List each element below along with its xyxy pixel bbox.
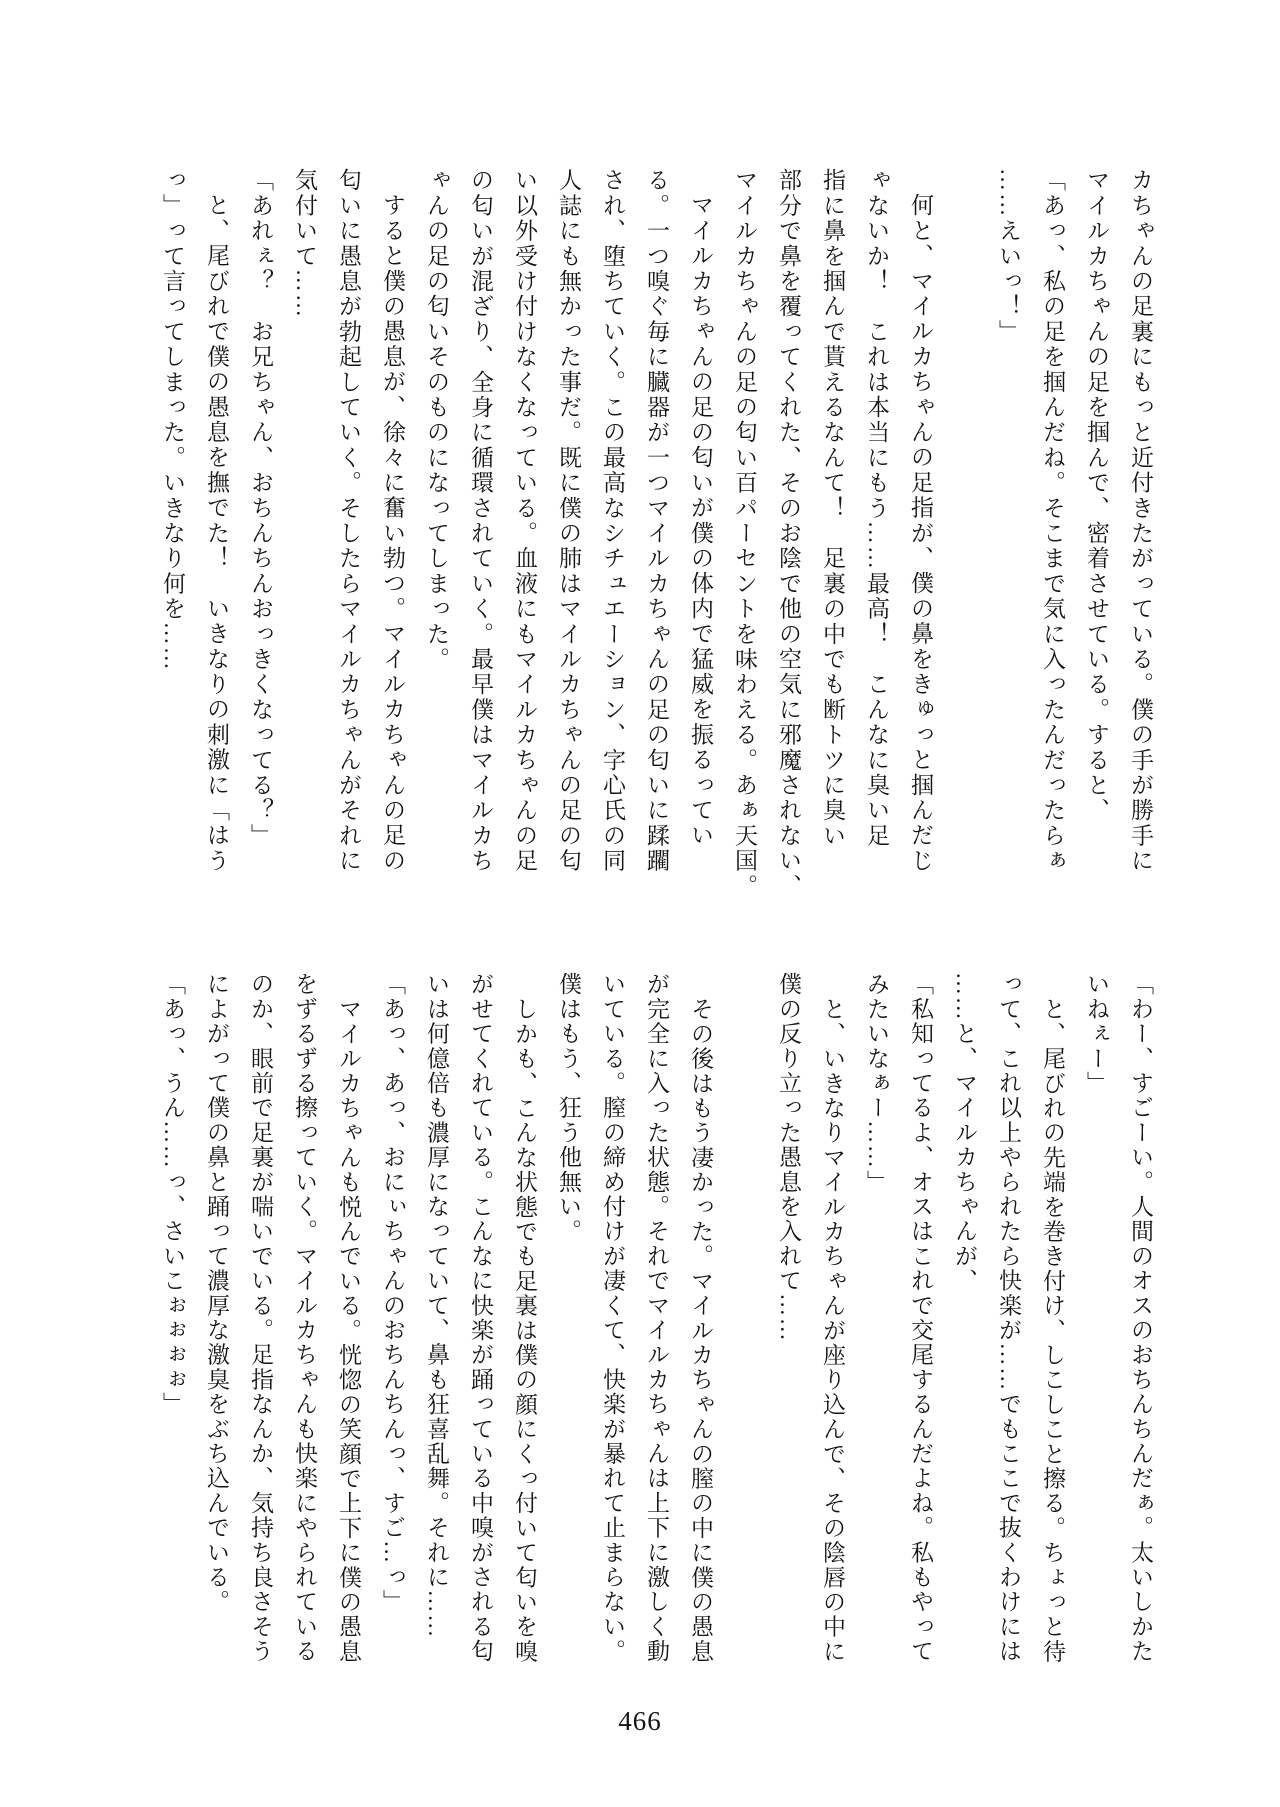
text-column: 「あっ、あっ、おにぃちゃんのおちんちんっ、すご…っ」 (380, 972, 405, 1615)
text-column: その後はもう凄かった。マイルカちゃんの膣の中に僕の愚息 (688, 997, 713, 1664)
text-column: っ」って言ってしまった。いきなり何を…… (160, 168, 185, 672)
text-column: のか、眼前で足裏が喘いでいる。足指なんか、気持ち良さそう (248, 972, 273, 1664)
text-column: 何と、マイルカちゃんの足指が、僕の鼻をきゅっと掴んだじ (908, 193, 933, 874)
text-column: マイルカちゃんの足の匂い百パーセントを味わえる。あぁ天国。 (732, 168, 757, 899)
text-column: ……えいっ！」 (996, 168, 1021, 345)
text-column: 僕はもう、狂う他無い。 (556, 972, 581, 1244)
lower-text-block (150, 972, 1162, 1666)
text-column: マイルカちゃんの足を掴んで、密着させている。すると、 (1084, 168, 1109, 824)
text-column: と、尾びれの先端を巻き付け、しこしこと擦る。ちょっと待 (1040, 997, 1065, 1664)
text-column: 気付いて…… (292, 168, 317, 320)
text-column: が完全に入った状態。それでマイルカちゃんは上下に激しく動 (644, 972, 669, 1664)
text-column: マイルカちゃんの足の匂いが僕の体内で猛威を振るってい (688, 193, 713, 849)
text-column: ゃんの足の匂いそのものになってしまった。 (424, 168, 449, 672)
text-column: によがって僕の鼻と踊って濃厚な激臭をぶち込んでいる。 (204, 972, 229, 1615)
text-column: マイルカちゃんも悦んでいる。恍惚の笑顔で上下に僕の愚息 (336, 997, 361, 1664)
blank-column (722, 972, 766, 1666)
text-column: 「あっ、私の足を掴んだね。そこまで気に入ったんだったらぁ (1040, 168, 1065, 874)
text-column: い以外受け付けなくなっている。血液にもマイルカちゃんの足 (512, 168, 537, 874)
text-column: 「私知ってるよ、オスはこれで交尾するんだよね。私もやって (908, 972, 933, 1664)
blank-column (942, 168, 986, 910)
text-column: 匂いに愚息が勃起していく。そしたらマイルカちゃんがそれに (336, 168, 361, 874)
text-column: をずるずる擦っていく。マイルカちゃんも快楽にやられている (292, 972, 317, 1664)
text-column: ゃないか！ これは本当にもう……最高！ こんなに臭い足 (864, 168, 889, 849)
text-column: みたいなぁー……」 (864, 972, 889, 1195)
text-column: と、いきなりマイルカちゃんが座り込んで、その陰唇の中に (820, 997, 845, 1664)
text-column: いは何億倍も濃厚になっていて、鼻も狂喜乱舞。それに…… (424, 972, 449, 1639)
upper-text-block (150, 168, 1162, 910)
text-column: ……と、マイルカちゃんが、 (952, 972, 977, 1294)
text-column: 「あっ、うん……っ、さいこぉぉぉぉ」 (160, 972, 185, 1417)
text-column: いている。膣の締め付けが凄くて、快楽が暴れて止まらない。 (600, 972, 625, 1664)
text-column: 指に鼻を掴んで貰えるなんて！ 足裏の中でも断トツに臭い (820, 168, 845, 849)
text-column: の匂いが混ざり、全身に循環されていく。最早僕はマイルカち (468, 168, 493, 874)
page-number: 466 (618, 1706, 662, 1736)
text-column: 「わー、すごーい。人間のオスのおちんちんだぁ。太いしかた (1128, 972, 1153, 1664)
text-column: 僕の反り立った愚息を入れて…… (776, 972, 801, 1343)
text-column: 部分で鼻を覆ってくれた、そのお陰で他の空気に邪魔されない、 (776, 168, 801, 899)
text-column: 「あれぇ？ お兄ちゃん、おちんちんおっきくなってる？」 (248, 168, 273, 849)
text-column: と、尾びれで僕の愚息を撫でた！ いきなりの刺激に「はう (204, 193, 229, 874)
text-column: がせてくれている。こんなに快楽が踊っている中嗅がされる匂 (468, 972, 493, 1664)
text-column: いねぇー」 (1084, 972, 1109, 1096)
text-column: 人誌にも無かった事だ。既に僕の肺はマイルカちゃんの足の匂 (556, 168, 581, 874)
text-column: カちゃんの足裏にもっと近付きたがっている。僕の手が勝手に (1128, 168, 1153, 874)
text-column: って、これ以上やられたら快楽が……でもここで抜くわけには (996, 972, 1021, 1664)
text-column: る。一つ嗅ぐ毎に臓器が一つマイルカちゃんの足の匂いに蹂躙 (644, 168, 669, 874)
text-column: され、堕ちていく。この最高なシチュエーション、字心氏の同 (600, 168, 625, 874)
text-column: しかも、こんな状態でも足裏は僕の顔にくっ付いて匂いを嗅 (512, 997, 537, 1664)
text-column: すると僕の愚息が、徐々に奮い勃つ。マイルカちゃんの足の (380, 193, 405, 874)
